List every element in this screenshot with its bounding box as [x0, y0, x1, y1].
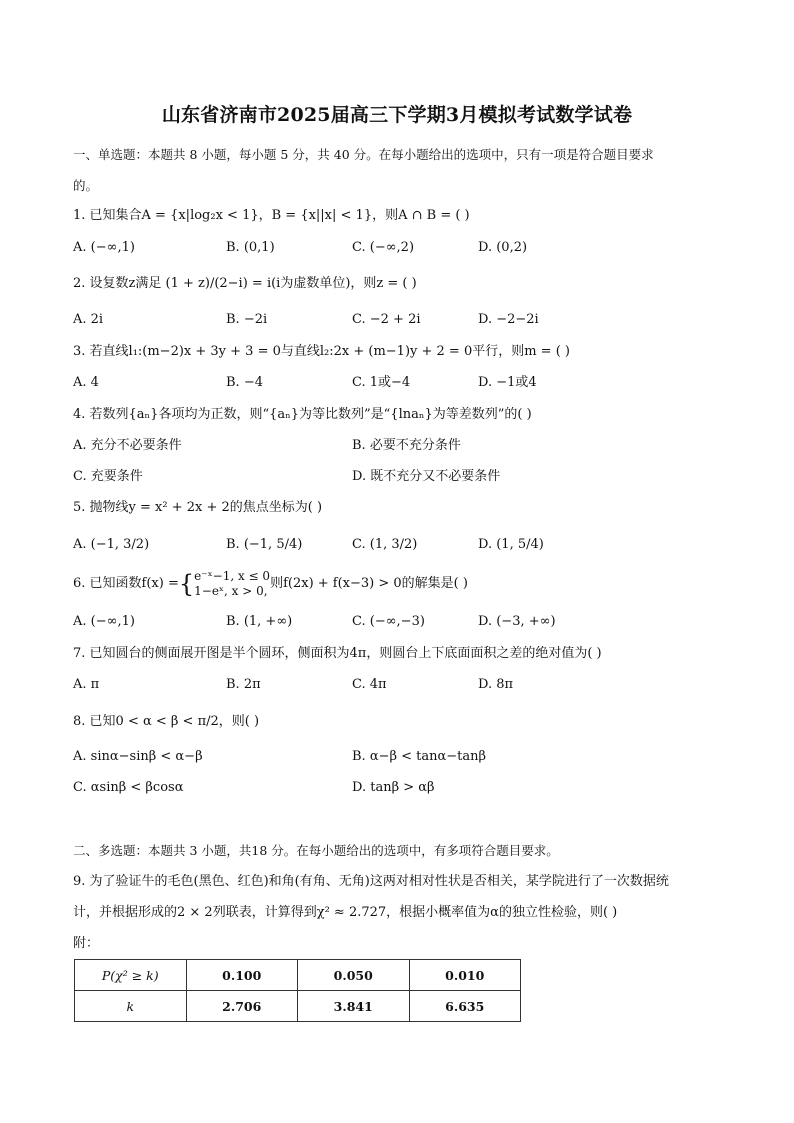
question-2-stem: 2. 设复数z满足 (1 + z)/(2−i) = i(i为虚数单位)，则z = ( ) [73, 276, 417, 291]
table-cell: 2.706 [186, 991, 298, 1022]
q4-option-a: A. 充分不必要条件 [73, 438, 182, 453]
question-1-stem: 1. 已知集合A = {x|log₂x < 1}，B = {x||x| < 1}，则A ∩ B = ( ) [73, 208, 470, 223]
q6-option-d: D. (−3, +∞) [478, 614, 556, 629]
table-cell: P(χ² ≥ k) [75, 960, 187, 991]
section-1-heading: 一、单选题：本题共 8 小题，每小题 5 分，共 40 分。在每小题给出的选项中，只有一项是符合题目要求 [73, 147, 654, 162]
q4-option-c: C. 充要条件 [73, 469, 143, 484]
q3-option-b: B. −4 [226, 375, 263, 390]
q8-option-a: A. sinα−sinβ < α−β [73, 749, 203, 764]
q7-option-d: D. 8π [478, 677, 514, 692]
q3-option-a: A. 4 [73, 375, 99, 390]
table-cell: 6.635 [409, 991, 521, 1022]
question-3-stem: 3. 若直线l₁:(m−2)x + 3y + 3 = 0与直线l₂:2x + (m−1)y + 2 = 0平行，则m = ( ) [73, 344, 570, 359]
critical-value-table [74, 959, 521, 1022]
q2-option-c: C. −2 + 2i [352, 312, 421, 327]
brace: { [178, 570, 195, 598]
q5-option-c: C. (1, 3/2) [352, 537, 418, 552]
piecewise-definition [194, 569, 270, 599]
question-9-stem: 9. 为了验证牛的毛色(黑色、红色)和角(有角、无角)这两对相对性状是否相关，某学院进行了一次数据统 [73, 874, 669, 889]
q6-stem-post: 则f(2x) + f(x−3) > 0的解集是( ) [270, 576, 468, 591]
table-cell: 0.050 [298, 960, 410, 991]
q3-option-d: D. −1或4 [478, 375, 537, 390]
table-row [75, 960, 521, 991]
question-4-stem: 4. 若数列{aₙ}各项均为正数，则“{aₙ}为等比数列”是“{lnaₙ}为等差数列”的( ) [73, 407, 532, 422]
q1-option-b: B. (0,1) [226, 240, 275, 255]
piece-2: 1−eˣ, x > 0, [194, 584, 268, 598]
piece-1: e⁻ˣ−1, x ≤ 0 [194, 569, 271, 583]
q8-option-d: D. tanβ > αβ [352, 780, 435, 795]
table-cell: 3.841 [298, 991, 410, 1022]
q6-option-a: A. (−∞,1) [73, 614, 135, 629]
q6-option-b: B. (1, +∞) [226, 614, 293, 629]
section-2-heading: 二、多选题：本题共 3 小题，共18 分。在每小题给出的选项中，有多项符合题目要求。 [73, 843, 559, 858]
q7-option-c: C. 4π [352, 677, 387, 692]
q5-option-d: D. (1, 5/4) [478, 537, 544, 552]
appendix-label: 附： [73, 936, 100, 951]
q3-option-c: C. 1或−4 [352, 375, 411, 390]
q1-option-d: D. (0,2) [478, 240, 528, 255]
q1-option-a: A. (−∞,1) [73, 240, 135, 255]
table-cell: 0.010 [409, 960, 521, 991]
q7-option-a: A. π [73, 677, 100, 692]
q2-option-b: B. −2i [226, 312, 268, 327]
q6-stem-pre: 6. 已知函数f(x) = [73, 576, 179, 591]
q5-option-b: B. (−1, 5/4) [226, 537, 303, 552]
table-cell: 0.100 [186, 960, 298, 991]
q4-option-b: B. 必要不充分条件 [352, 438, 461, 453]
question-8-stem: 8. 已知0 < α < β < π/2，则( ) [73, 714, 260, 729]
q8-option-c: C. αsinβ < βcosα [73, 780, 184, 795]
table-cell: k [75, 991, 187, 1022]
question-7-stem: 7. 已知圆台的侧面展开图是半个圆环，侧面积为4π，则圆台上下底面面积之差的绝对值为( ) [73, 646, 602, 661]
q2-option-a: A. 2i [73, 312, 104, 327]
question-5-stem: 5. 抛物线y = x² + 2x + 2的焦点坐标为( ) [73, 500, 323, 515]
table-row [75, 991, 521, 1022]
question-9-stem-cont: 计，并根据形成的2 × 2列联表，计算得到χ² ≈ 2.727，根据小概率值为α的独立性检验，则( ) [73, 905, 618, 920]
q6-option-c: C. (−∞,−3) [352, 614, 425, 629]
q7-option-b: B. 2π [226, 677, 261, 692]
section-1-heading-cont: 的。 [73, 178, 99, 193]
question-6-stem [73, 569, 468, 603]
q8-option-b: B. α−β < tanα−tanβ [352, 749, 487, 764]
q4-option-d: D. 既不充分又不必要条件 [352, 469, 501, 484]
q5-option-a: A. (−1, 3/2) [73, 537, 150, 552]
q2-option-d: D. −2−2i [478, 312, 539, 327]
page-title: 山东省济南市2025届高三下学期3月模拟考试数学试卷 [161, 104, 633, 126]
q1-option-c: C. (−∞,2) [352, 240, 415, 255]
